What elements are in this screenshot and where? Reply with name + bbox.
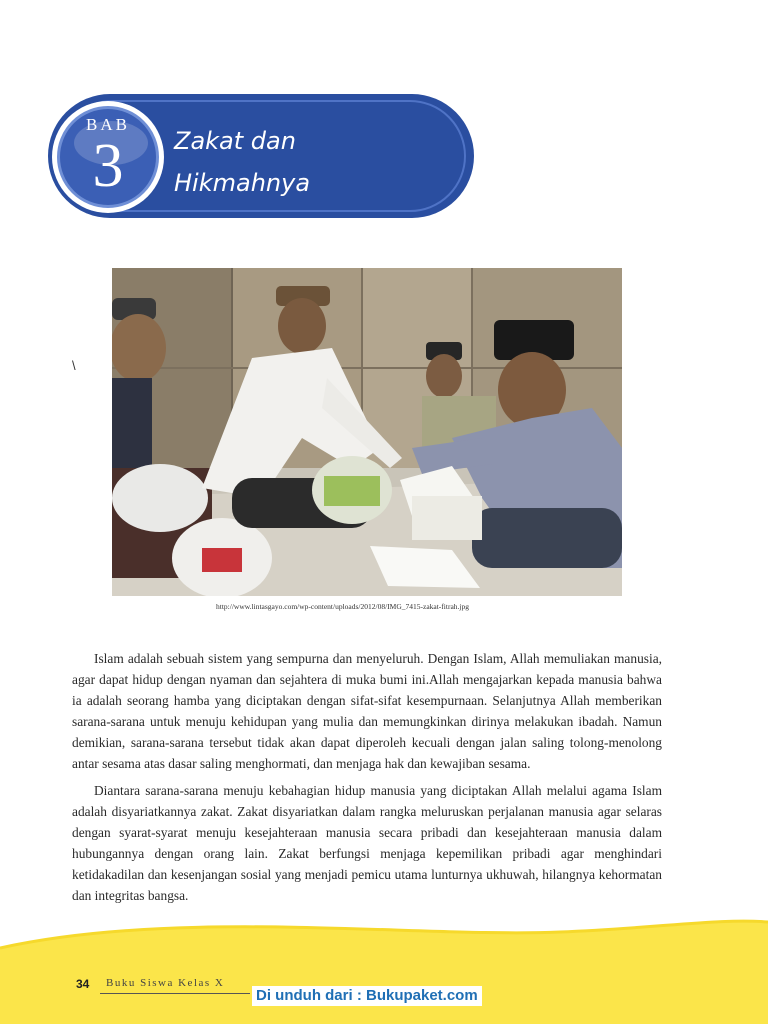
chapter-title-line2: Hikmahnya (174, 169, 311, 197)
book-label: Buku Siswa Kelas X (106, 977, 225, 989)
chapter-title (174, 120, 310, 204)
page-number: 34 (76, 977, 90, 991)
footer-divider (100, 993, 250, 994)
chapter-badge (52, 101, 164, 213)
chapter-title-line1: Zakat dan (174, 127, 296, 155)
zakat-photo (112, 268, 622, 596)
footer-wave (0, 918, 768, 1024)
stray-backslash: \ (72, 358, 76, 373)
paragraph-1: Islam adalah sebuah sistem yang sempurna dan menyeluruh. Dengan Islam, Allah memuliakan manusia, agar dapat hidup dengan nyaman dan sejahtera di muka bumi ini.Allah mengajarkan kepada manusia bahwa ia adalah seorang hamba yang diciptakan dengan sifat-sifat kesempurnaan. Selanjutnya Allah memberikan sarana-sarana untuk menuju kehidupan yang mulia dan memungkinkan dirinya melakukan ibadah. Namun demikian, sarana-sarana tersebut tidak akan dapat diperoleh kecuali dengan jalan saling tolong-menolong antar sesama atas dasar saling menghormati, dan menjaga hak dan kewajiban sesama. (72, 651, 662, 771)
photo-zakat-fitrah-illustration (112, 268, 622, 596)
chapter-label: BAB (86, 115, 130, 134)
download-link[interactable]: Di unduh dari : Bukupaket.com (252, 986, 482, 1006)
photo-caption: http://www.lintasgayo.com/wp-content/uploads/2012/08/IMG_7415-zakat-fitrah.jpg (216, 602, 470, 611)
paragraph-2: Diantara sarana-sarana menuju kebahagian hidup manusia yang diciptakan Allah melalui agama Islam adalah disyariatkannya zakat. Zakat disyariatkan dalam rangka meluruskan perjalanan manusia agar selaras dengan syarat-syarat menuju kesejahteraan manusia secara pribadi dan kesejahteraan manusia dalam hubungannya dengan orang lain. Zakat berfungsi menjaga kepemilikan pribadi agar menghindari ketidakadilan dan kesenjangan sosial yang menjadi pemicu utama lunturnya ukhuwah, hilangnya kehormatan dan integritas bangsa. (72, 783, 662, 903)
body-text (72, 648, 662, 906)
chapter-number: 3 (92, 132, 124, 200)
